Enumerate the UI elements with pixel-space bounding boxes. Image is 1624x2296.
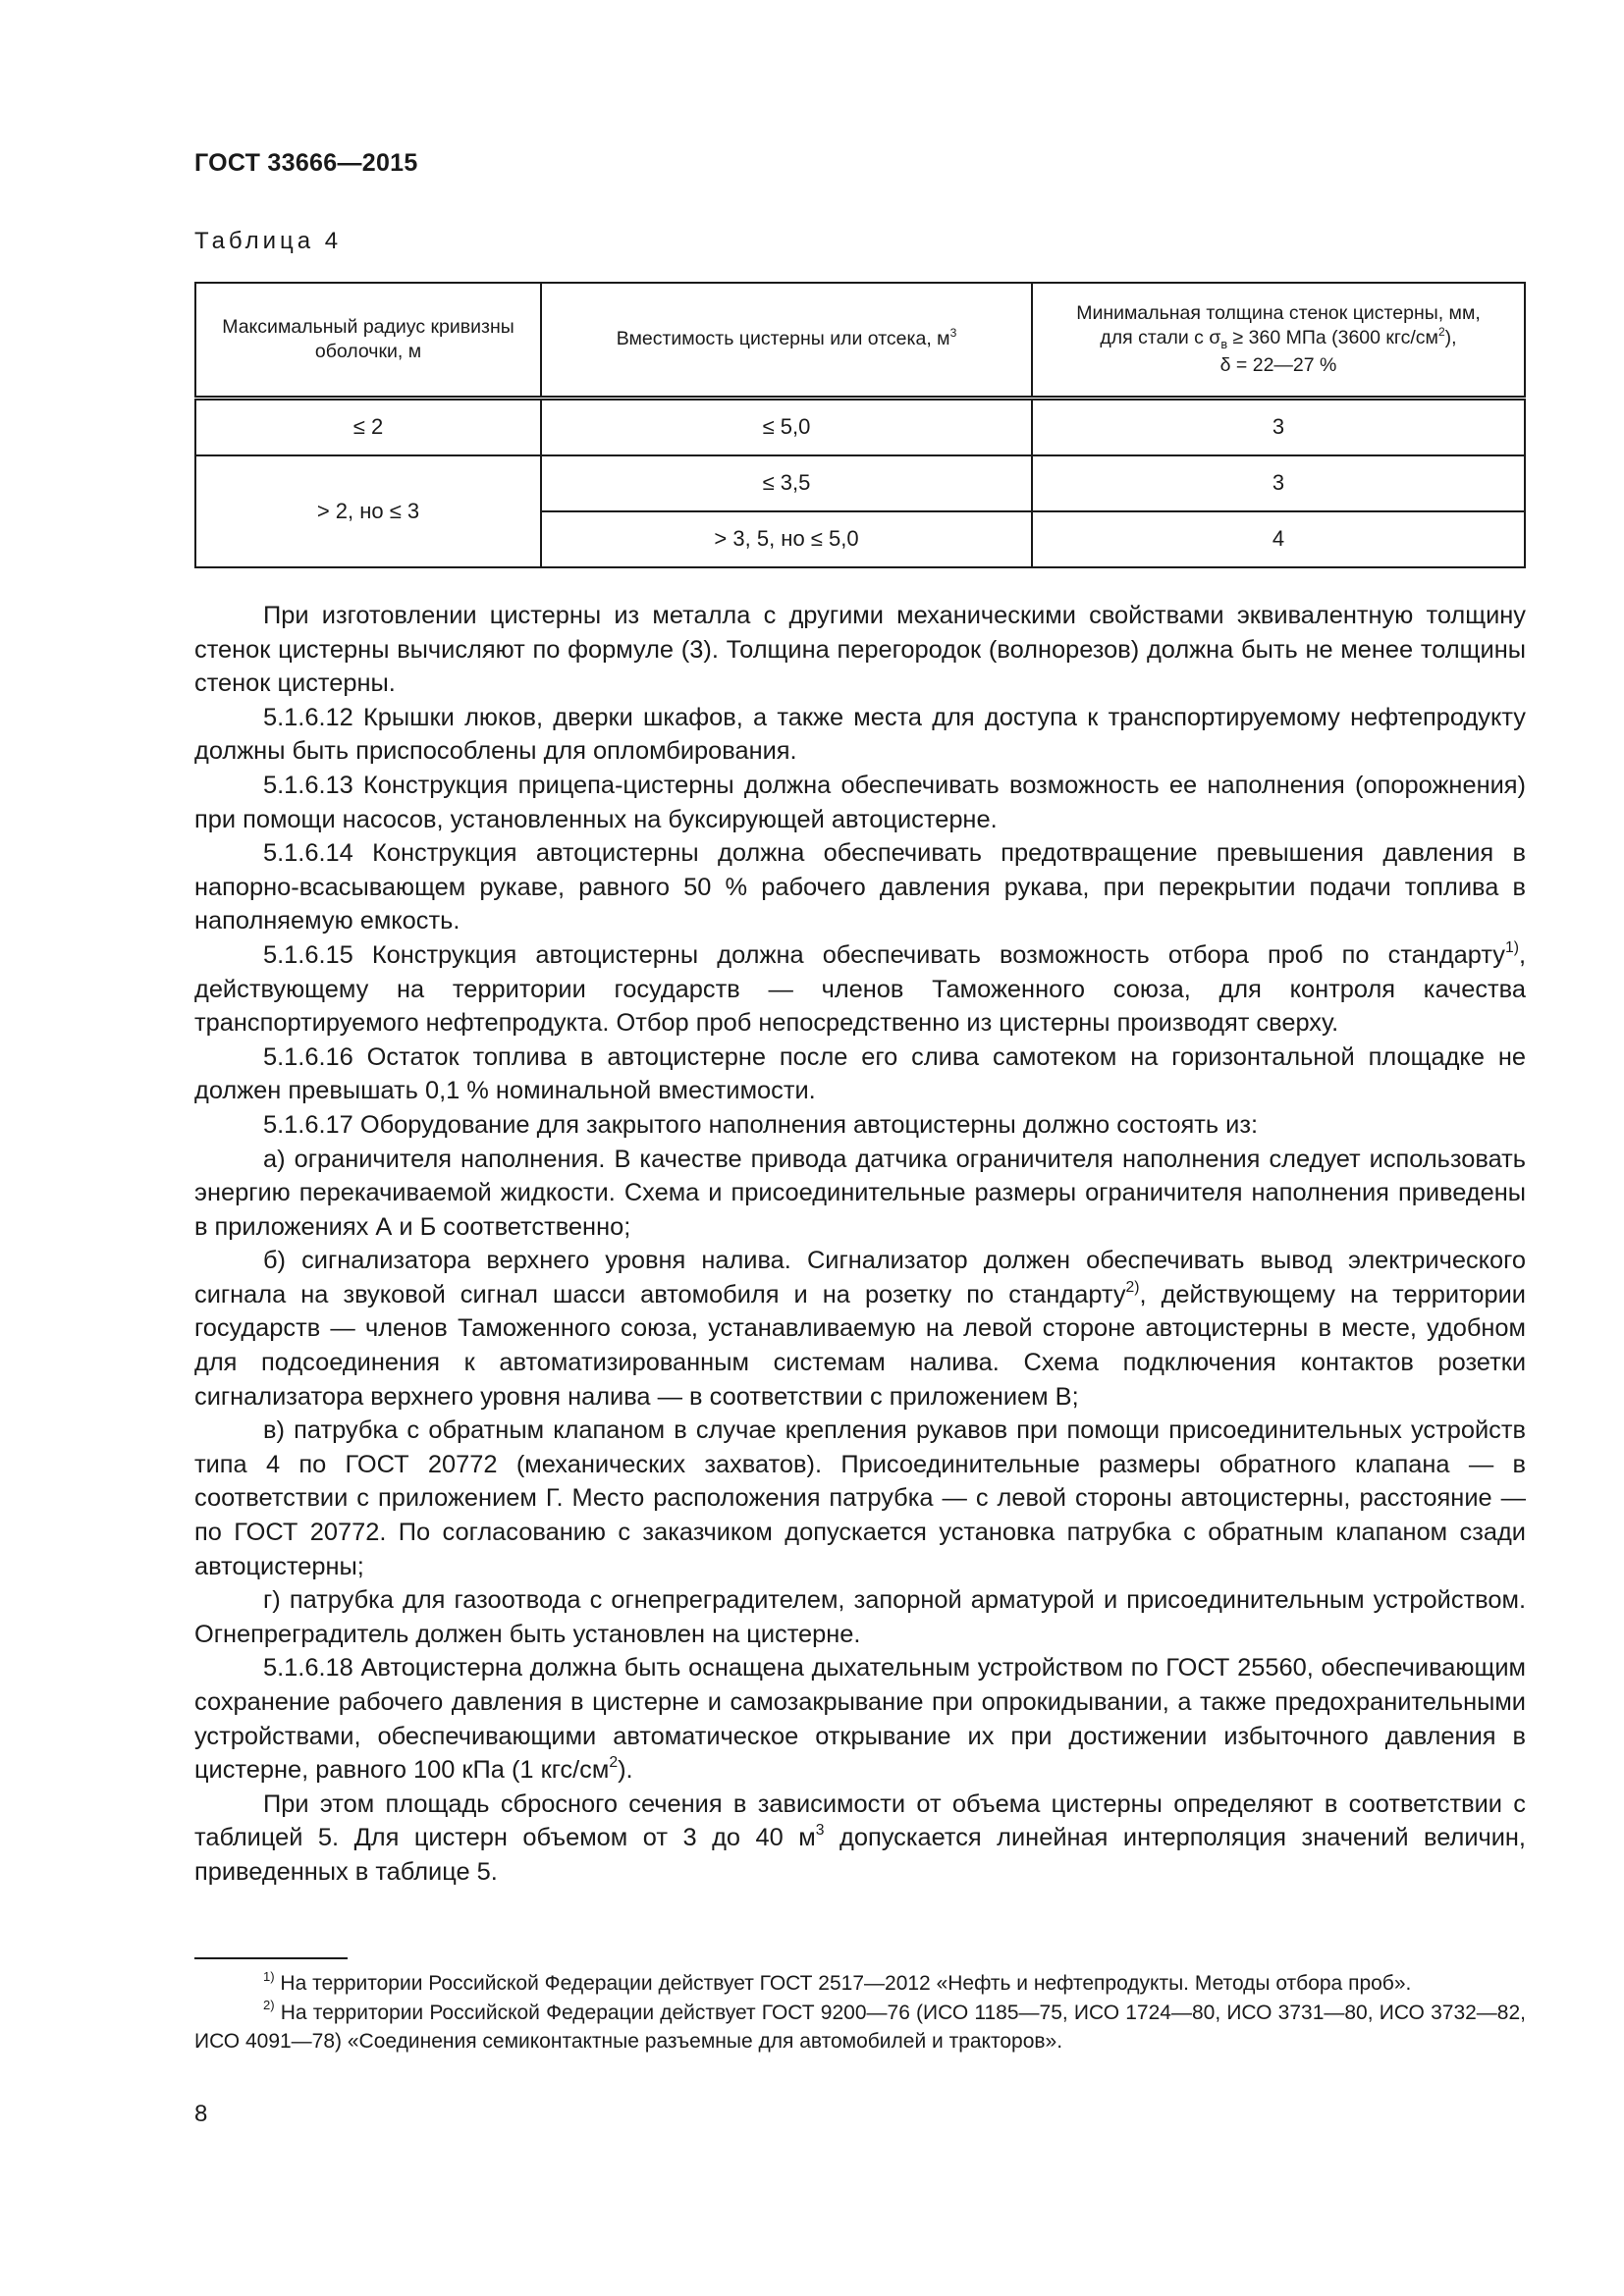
table-cell-volume: ≤ 3,5: [541, 455, 1032, 511]
footnote-separator: [194, 1957, 348, 1959]
table-cell-thickness: 4: [1032, 511, 1525, 567]
footnote-ref: 2): [1125, 1278, 1140, 1296]
table-cell-radius: > 2, но ≤ 3: [195, 455, 541, 567]
document-header: ГОСТ 33666—2015: [194, 149, 418, 177]
table-cell-volume: ≤ 5,0: [541, 399, 1032, 456]
paragraph: 5.1.6.16 Остаток топлива в автоцистерне после его слива самотеком на горизонтальной площадке не должен превышать 0,1 % номинальной вместимости.: [194, 1042, 1526, 1105]
paragraph: При изготовлении цистерны из металла с другими механическими свойствами эквивалентную толщину стенок цистерны вычисляют по формуле (3). Толщина перегородок (волнорезов) должна быть не менее толщины стенок цистерны.: [194, 602, 1526, 698]
paragraph: При этом площадь сбросного сечения в зависимости от объема цистерны определяют в соответствии с таблицей 5. Для цистерн объемом от 3 до 40 $м^3$ допускается линейная интерполяция значений величин, приведенных в таблице 5.: [194, 1789, 1526, 1886]
paragraph: 5.1.6.18 Автоцистерна должна быть оснащена дыхательным устройством по ГОСТ 25560, обеспечивающим сохранение рабочего давления в цистерне и самозакрывание при опрокидывании, а также предохранительными устройствами, обеспечивающими автоматическое открывание их при достижении избыточного давления в цистерне, равного 100 кПа (1 кгс/$см^2$).: [194, 1654, 1526, 1785]
header-volume: Вместимость цистерны или отсека, $м^3$: [541, 283, 1032, 399]
footnote: $^{1)}$ На территории Российской Федерации действует ГОСТ 2517—2012 «Нефть и нефтепродукты. Методы отбора проб».: [263, 1968, 1412, 1995]
paragraph: 5.1.6.14 Конструкция автоцистерны должна обеспечивать предотвращение превышения давления в напорно-всасывающем рукаве, равного 50 % рабочего давления рукава, при перекрытии подачи топлива в наполняемую емкость.: [194, 839, 1526, 935]
table-cell-radius: ≤ 2: [195, 399, 541, 456]
footnote-ref: 1): [1504, 938, 1519, 956]
table-caption: Таблица 4: [194, 228, 343, 254]
paragraph: г) патрубка для газоотвода с огнепреградителем, запорной арматурой и присоединительным устройством. Огнепреградитель должен быть установлен на цистерне.: [194, 1586, 1526, 1648]
paragraph: 5.1.6.15 Конструкция автоцистерны должна обеспечивать возможность отбора проб по стандарту$^{1)}$, действующему на территории государств — членов Таможенного союза, для контроля качества транспортируемого нефтепродукта. Отбор проб непосредственно из цистерны производят сверху.: [194, 938, 1526, 1038]
paragraph: а) ограничителя наполнения. В качестве привода датчика ограничителя наполнения следует использовать энергию перекачиваемой жидкости. Схема и присоединительные размеры ограничителя наполнения приведены в приложениях А и Б соответственно;: [194, 1145, 1526, 1241]
body-text: [194, 599, 1526, 1890]
page-number: 8: [194, 2101, 208, 2127]
table-header-row: [195, 283, 1525, 399]
footnote: $^{2)}$ На территории Российской Федерации действует ГОСТ 9200—76 (ИСО 1185—75, ИСО 1724—80, ИСО 3731—80, ИСО 3732—82, ИСО 4091—78) «Соединения семиконтактные разъемные для автомобилей и тракторов».: [194, 1998, 1526, 2053]
paragraph: в) патрубка с обратным клапаном в случае крепления рукавов при помощи присоединительных устройств типа 4 по ГОСТ 20772 (механических захватов). Присоединительные размеры обратного клапана — в соответствии с приложением Г. Место расположения патрубка — с левой стороны автоцистерны, расстояние — по ГОСТ 20772. По согласованию с заказчиком допускается установка патрубка с обратным клапаном сзади автоцистерны;: [194, 1416, 1526, 1580]
footnotes: [194, 1969, 1526, 2056]
table-cell-thickness: 3: [1032, 455, 1525, 511]
paragraph: 5.1.6.13 Конструкция прицепа-цистерны должна обеспечивать возможность ее наполнения (опорожнения) при помощи насосов, установленных на буксирующей автоцистерне.: [194, 771, 1526, 833]
header-thickness: Минимальная толщина стенок цистерны, мм, для стали с $\sigma_в \ge 360$ МПа (3600 кгс/$см^2$), δ = 22—27 %: [1032, 283, 1525, 399]
paragraph: 5.1.6.12 Крышки люков, дверки шкафов, а также места для доступа к транспортируемому нефтепродукту должны быть приспособлены для опломбирования.: [194, 703, 1526, 766]
table-cell-thickness: 3: [1032, 399, 1525, 456]
table-row: [195, 399, 1525, 456]
table-4: [194, 282, 1526, 568]
paragraph: б) сигнализатора верхнего уровня налива. Сигнализатор должен обеспечивать вывод электрического сигнала на звуковой сигнал шасси автомобиля и на розетку по стандарту$^{2)}$, действующему на территории государств — членов Таможенного союза, устанавливаемую на левой стороне автоцистерны в месте, удобном для подсоединения к автоматизированным системам налива. Схема подключения контактов розетки сигнализатора верхнего уровня налива — в соответствии с приложением В;: [194, 1247, 1526, 1411]
paragraph: 5.1.6.17 Оборудование для закрытого наполнения автоцистерны должно состоять из:: [263, 1110, 1259, 1139]
header-radius: Максимальный радиус кривизны оболочки, м: [195, 283, 541, 399]
table-row: [195, 455, 1525, 511]
table-cell-volume: > 3, 5, но ≤ 5,0: [541, 511, 1032, 567]
